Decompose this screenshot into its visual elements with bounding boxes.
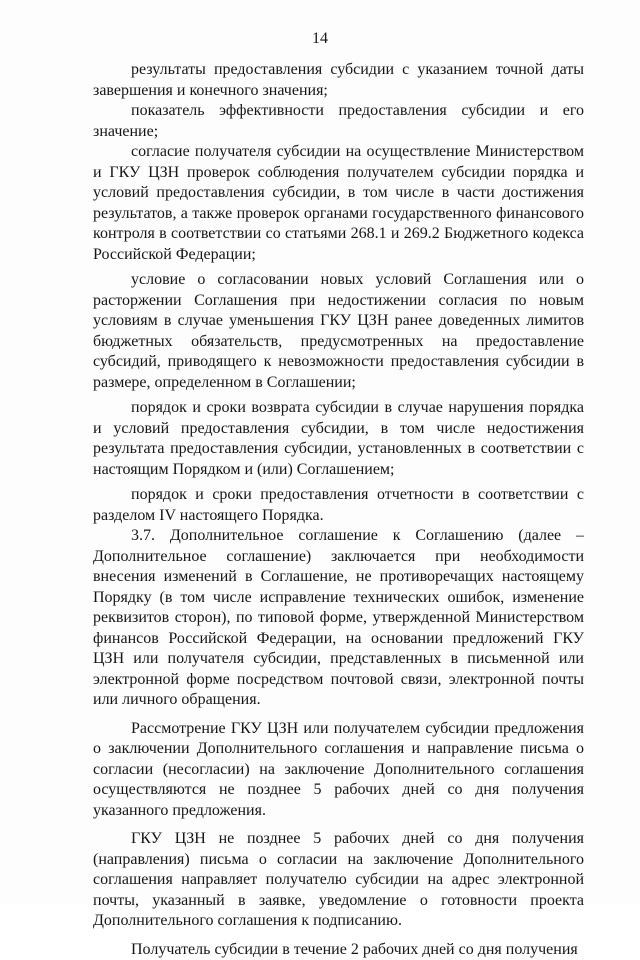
paragraph-refund-procedure: порядок и сроки возврата субсидии в случае нарушения порядка и условий предоставления субсидии, в том числе недостижения результата предоставления субсидии, установленных в соответствии с настоящим Порядком и (или) Соглашением;: [93, 398, 584, 480]
paragraph-recipient-deadline: Получатель субсидии в течение 2 рабочих дней со дня получения: [93, 940, 584, 960]
paragraph-new-conditions: условие о согласовании новых условий Соглашения или о расторжении Соглашения при недостижении согласия по новым условиям в случае уменьшения ГКУ ЦЗН ранее доведенных лимитов бюджетных обязательств, предусмотренных на предоставление субсидий, приводящего к невозможности предоставления субсидии в размере, определенном в Соглашении;: [93, 270, 584, 393]
paragraph-review-of-proposal: Рассмотрение ГКУ ЦЗН или получателем субсидии предложения о заключении Дополнительного соглашения и направление письма о согласии (несогласии) на заключение Дополнительного соглашения осуществляются не позднее 5 рабочих дней со дня получения указанного предложения.: [93, 719, 584, 822]
paragraph-results: результаты предоставления субсидии с указанием точной даты завершения и конечного значения;: [93, 60, 584, 101]
paragraph-reporting-procedure: порядок и сроки предоставления отчетности в соответствии с разделом IV настоящего Порядка.: [93, 485, 584, 526]
paragraph-notification: ГКУ ЦЗН не позднее 5 рабочих дней со дня получения (направления) письма о согласии на заключение Дополнительного соглашения направляет получателю субсидии на адрес электронной почты, указанный в заявке, уведомление о готовности проекта Дополнительного соглашения к подписанию.: [93, 829, 584, 932]
page-number: 14: [0, 30, 640, 48]
paragraph-section-3-7: 3.7. Дополнительное соглашение к Соглашению (далее – Дополнительное соглашение) заключается при необходимости внесения изменений в Соглашение, не противоречащих настоящему Порядку (в том числе исправление технических ошибок, изменение реквизитов сторон), по типовой форме, утвержденной Министерством финансов Российской Федерации, на основании предложений ГКУ ЦЗН или получателя субсидии, представленных в письменной или электронной форме посредством почтовой связи, электронной почты или личного обращения.: [93, 526, 584, 711]
document-body: [93, 60, 584, 960]
paragraph-efficiency-indicator: показатель эффективности предоставления субсидии и его значение;: [93, 101, 584, 142]
paragraph-consent-to-inspections: согласие получателя субсидии на осуществление Министерством и ГКУ ЦЗН проверок соблюдения получателем субсидии порядка и условий предоставления субсидии, в том числе в части достижения результатов, а также проверок органами государственного финансового контроля в соответствии со статьями 268.1 и 269.2 Бюджетного кодекса Российской Федерации;: [93, 142, 584, 265]
